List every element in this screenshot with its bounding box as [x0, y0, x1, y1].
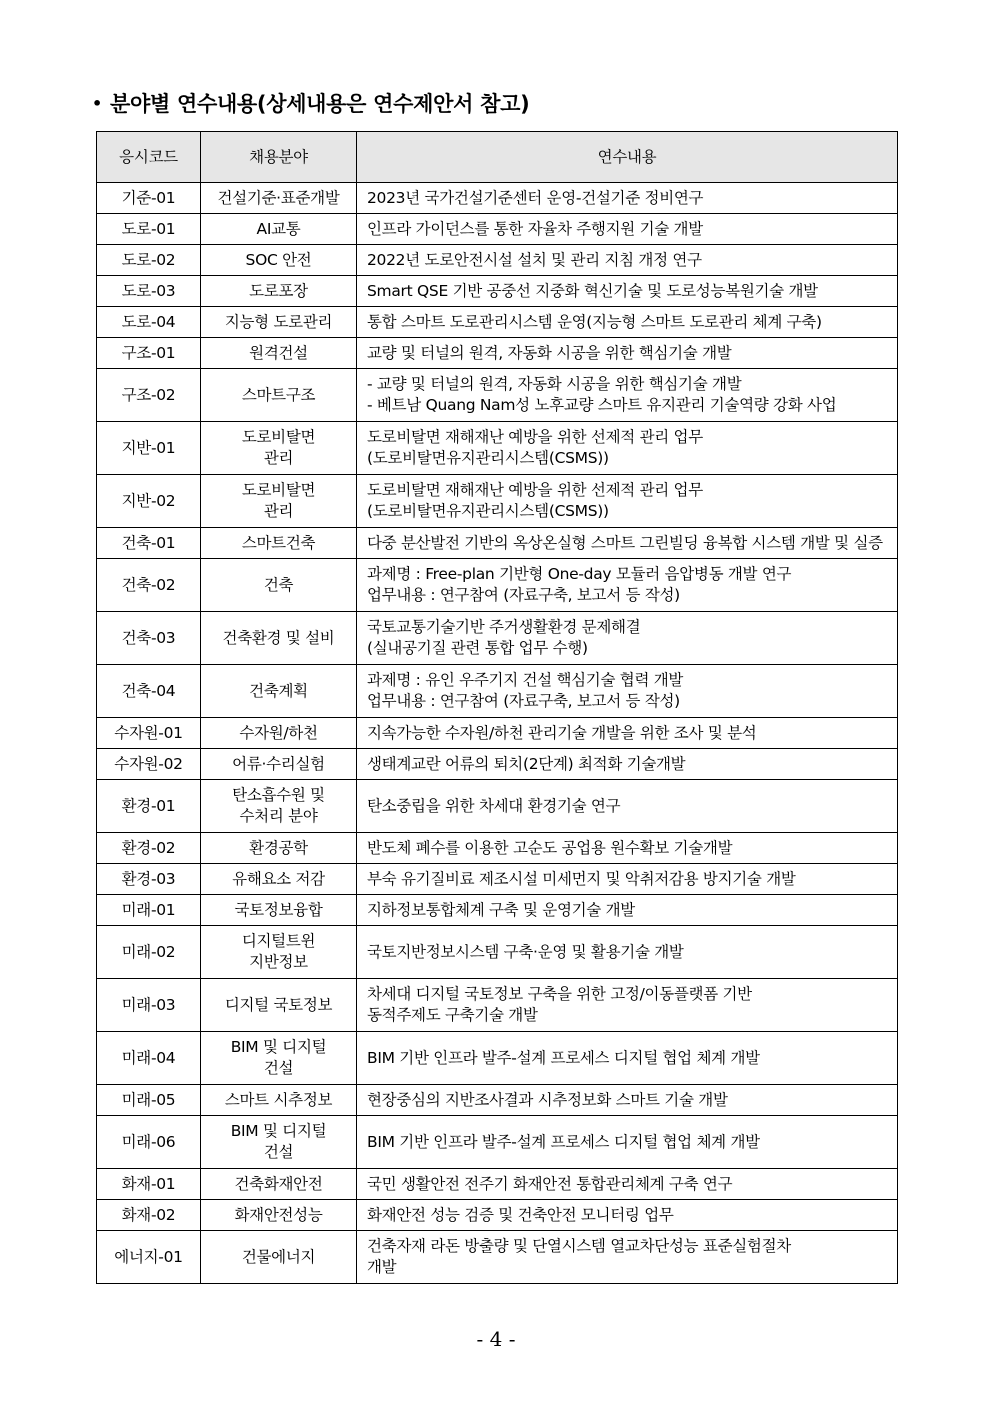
row-code: 구조-01: [97, 338, 201, 369]
row-content: 다중 분산발전 기반의 옥상온실형 스마트 그린빌딩 융복합 시스템 개발 및 실증: [357, 528, 898, 559]
table-row: [97, 780, 898, 833]
row-code: 미래-04: [97, 1032, 201, 1085]
row-code: 화재-02: [97, 1200, 201, 1231]
row-content: 국민 생활안전 전주기 화재안전 통합관리체계 구축 연구: [357, 1169, 898, 1200]
row-code: 지반-01: [97, 422, 201, 475]
row-content: 도로비탈면 재해재난 예방을 위한 선제적 관리 업무 (도로비탈면유지관리시스템(CSMS)): [357, 475, 898, 528]
row-field: 화재안전성능: [201, 1200, 357, 1231]
row-field: 환경공학: [201, 833, 357, 864]
table-row: [97, 665, 898, 718]
header-field: 채용분야: [201, 132, 357, 183]
row-field: 스마트구조: [201, 369, 357, 422]
row-content: 화재안전 성능 검증 및 건축안전 모니터링 업무: [357, 1200, 898, 1231]
table-header-row: [97, 132, 898, 183]
row-field: 건물에너지: [201, 1231, 357, 1284]
row-code: 미래-05: [97, 1085, 201, 1116]
row-field: 탄소흡수원 및 수처리 분야: [201, 780, 357, 833]
table-row: [97, 926, 898, 979]
table-row: [97, 338, 898, 369]
section-title: 분야별 연수내용(상세내용은 연수제안서 참고): [110, 92, 530, 116]
row-content: - 교량 및 터널의 원격, 자동화 시공을 위한 핵심기술 개발 - 베트남 Quang Nam성 노후교량 스마트 유지관리 기술역량 강화 사업: [357, 369, 898, 422]
table-row: [97, 895, 898, 926]
row-content: 지속가능한 수자원/하천 관리기술 개발을 위한 조사 및 분석: [357, 718, 898, 749]
row-content: 2023년 국가건설기준센터 운영-건설기준 정비연구: [357, 183, 898, 214]
header-code: 응시코드: [97, 132, 201, 183]
row-code: 도로-03: [97, 276, 201, 307]
row-content: 도로비탈면 재해재난 예방을 위한 선제적 관리 업무 (도로비탈면유지관리시스템(CSMS)): [357, 422, 898, 475]
row-content: 건축자재 라돈 방출량 및 단열시스템 열교차단성능 표준실험절차 개발: [357, 1231, 898, 1284]
row-field: 지능형 도로관리: [201, 307, 357, 338]
row-field: 어류·수리실험: [201, 749, 357, 780]
row-content: 국토교통기술기반 주거생활환경 문제해결 (실내공기질 관련 통합 업무 수행): [357, 612, 898, 665]
table-row: [97, 422, 898, 475]
row-field: 건축계획: [201, 665, 357, 718]
row-code: 환경-03: [97, 864, 201, 895]
table-row: [97, 307, 898, 338]
row-content: 통합 스마트 도로관리시스템 운영(지능형 스마트 도로관리 체계 구축): [357, 307, 898, 338]
row-content: 국토지반정보시스템 구축·운영 및 활용기술 개발: [357, 926, 898, 979]
table-row: [97, 612, 898, 665]
table-row: [97, 833, 898, 864]
row-field: 유해요소 저감: [201, 864, 357, 895]
row-field: 건설기준·표준개발: [201, 183, 357, 214]
row-code: 미래-02: [97, 926, 201, 979]
table-row: [97, 528, 898, 559]
row-content: 탄소중립을 위한 차세대 환경기술 연구: [357, 780, 898, 833]
table-row: [97, 1085, 898, 1116]
row-content: 과제명 : 유인 우주기지 건설 핵심기술 협력 개발 업무내용 : 연구참여 (자료구축, 보고서 등 작성): [357, 665, 898, 718]
row-code: 미래-01: [97, 895, 201, 926]
row-code: 환경-02: [97, 833, 201, 864]
table-row: [97, 183, 898, 214]
row-content: 반도체 폐수를 이용한 고순도 공업용 원수확보 기술개발: [357, 833, 898, 864]
row-code: 건축-02: [97, 559, 201, 612]
row-code: 기준-01: [97, 183, 201, 214]
row-content: 교량 및 터널의 원격, 자동화 시공을 위한 핵심기술 개발: [357, 338, 898, 369]
row-field: 디지털 국토정보: [201, 979, 357, 1032]
row-field: SOC 안전: [201, 245, 357, 276]
page-number: - 4 -: [476, 1327, 516, 1351]
bullet-icon: •: [92, 94, 102, 113]
table-row: [97, 214, 898, 245]
row-field: 건축환경 및 설비: [201, 612, 357, 665]
row-code: 에너지-01: [97, 1231, 201, 1284]
row-content: 부숙 유기질비료 제조시설 미세먼지 및 악취저감용 방지기술 개발: [357, 864, 898, 895]
row-code: 환경-01: [97, 780, 201, 833]
table-row: [97, 276, 898, 307]
table-row: [97, 1116, 898, 1169]
table-row: [97, 1200, 898, 1231]
table-row: [97, 1231, 898, 1284]
table-body: [97, 183, 898, 1284]
row-content: 2022년 도로안전시설 설치 및 관리 지침 개정 연구: [357, 245, 898, 276]
section-heading: [92, 88, 529, 118]
row-content: 과제명 : Free-plan 기반형 One-day 모듈러 음압병동 개발 연구 업무내용 : 연구참여 (자료구축, 보고서 등 작성): [357, 559, 898, 612]
table-row: [97, 864, 898, 895]
row-field: 건축화재안전: [201, 1169, 357, 1200]
table-row: [97, 559, 898, 612]
row-content: 현장중심의 지반조사결과 시추정보화 스마트 기술 개발: [357, 1085, 898, 1116]
row-field: 스마트건축: [201, 528, 357, 559]
header-content: 연수내용: [357, 132, 898, 183]
table-row: [97, 1169, 898, 1200]
row-content: 생태계교란 어류의 퇴치(2단계) 최적화 기술개발: [357, 749, 898, 780]
row-content: 지하정보통합체계 구축 및 운영기술 개발: [357, 895, 898, 926]
row-field: 원격건설: [201, 338, 357, 369]
table-row: [97, 475, 898, 528]
row-content: 인프라 가이던스를 통한 자율차 주행지원 기술 개발: [357, 214, 898, 245]
row-code: 미래-03: [97, 979, 201, 1032]
row-code: 건축-01: [97, 528, 201, 559]
row-field: 도로포장: [201, 276, 357, 307]
row-field: BIM 및 디지털 건설: [201, 1116, 357, 1169]
row-code: 화재-01: [97, 1169, 201, 1200]
row-content: BIM 기반 인프라 발주-설계 프로세스 디지털 협업 체계 개발: [357, 1032, 898, 1085]
row-code: 미래-06: [97, 1116, 201, 1169]
row-code: 도로-04: [97, 307, 201, 338]
row-field: 스마트 시추정보: [201, 1085, 357, 1116]
row-content: 차세대 디지털 국토정보 구축을 위한 고정/이동플랫폼 기반 동적주제도 구축기술 개발: [357, 979, 898, 1032]
table-row: [97, 245, 898, 276]
row-field: 건축: [201, 559, 357, 612]
row-field: AI교통: [201, 214, 357, 245]
row-content: BIM 기반 인프라 발주-설계 프로세스 디지털 협업 체계 개발: [357, 1116, 898, 1169]
row-code: 도로-02: [97, 245, 201, 276]
table-row: [97, 979, 898, 1032]
row-code: 구조-02: [97, 369, 201, 422]
row-field: 수자원/하천: [201, 718, 357, 749]
row-content: Smart QSE 기반 공중선 지중화 혁신기술 및 도로성능복원기술 개발: [357, 276, 898, 307]
row-field: 디지털트윈 지반정보: [201, 926, 357, 979]
row-code: 지반-02: [97, 475, 201, 528]
training-content-table: [96, 131, 898, 1284]
row-code: 수자원-01: [97, 718, 201, 749]
row-field: 도로비탈면 관리: [201, 422, 357, 475]
row-field: 도로비탈면 관리: [201, 475, 357, 528]
row-code: 건축-04: [97, 665, 201, 718]
row-code: 수자원-02: [97, 749, 201, 780]
row-field: BIM 및 디지털 건설: [201, 1032, 357, 1085]
table-row: [97, 1032, 898, 1085]
table-row: [97, 749, 898, 780]
table-row: [97, 369, 898, 422]
table-row: [97, 718, 898, 749]
row-code: 건축-03: [97, 612, 201, 665]
row-code: 도로-01: [97, 214, 201, 245]
row-field: 국토정보융합: [201, 895, 357, 926]
